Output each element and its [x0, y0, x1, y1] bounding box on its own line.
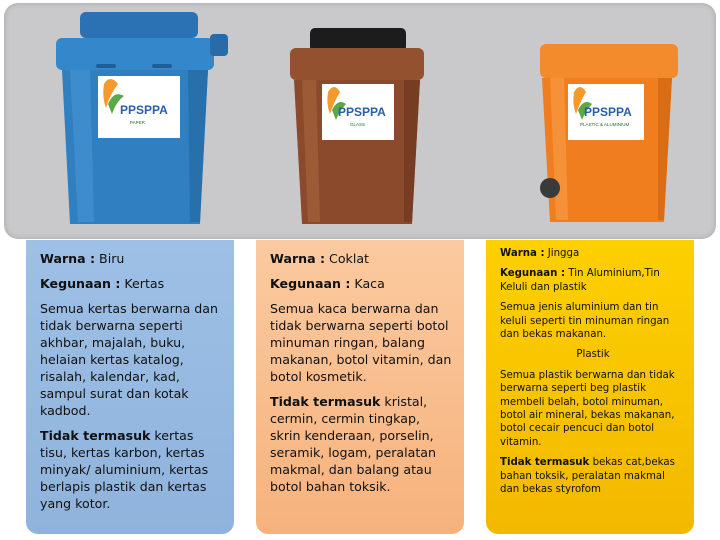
exclusions: Tidak termasuk kertas tisu, kertas karbon, kertas minyak/ aluminium, kertas berlapis plastik dan kertas yang kotor.: [40, 428, 209, 511]
warna-line: Warna : Coklat: [270, 251, 369, 266]
bin-sub-label: PLASTIC & ALUMINIUM: [580, 122, 630, 127]
bin-brand-label: PPSPPA: [584, 105, 632, 119]
warna-line: Warna : Biru: [40, 251, 125, 266]
description-plastic: Semua plastik berwarna dan tidak berwarna seperti beg plastik membeli belah, botol minuman, botol air mineral, bekas makanan, botol cecair pencuci dan botol vitamin.: [500, 369, 675, 448]
plastic-aluminium-info-card: [486, 240, 694, 534]
kegunaan-line: Kegunaan : Tin Aluminium,Tin Keluli dan plastik: [500, 268, 660, 293]
kegunaan-line: Kegunaan : Kaca: [270, 276, 385, 291]
glass-info-card: [256, 240, 464, 534]
bin-sub-label: PAPER: [130, 120, 145, 125]
kegunaan-line: Kegunaan : Kertas: [40, 276, 165, 291]
description-aluminium: Semua jenis aluminium dan tin keluli seperti tin minuman ringan dan bekas makanan.: [500, 302, 670, 341]
brown-recycling-bin: [280, 18, 450, 240]
bin-brand-label: PPSPPA: [120, 103, 168, 117]
plastik-heading: Plastik: [576, 349, 610, 361]
exclusions: Tidak termasuk bekas cat,bekas bahan toksik, peralatan makmal dan bekas styrofom: [500, 457, 675, 496]
description: Semua kertas berwarna dan tidak berwarna seperti akhbar, majalah, buku, helaian kertas katalog, risalah, kalendar, kad, sampul surat dan kotak kadbod.: [40, 301, 218, 418]
description: Semua kaca berwarna dan tidak berwarna seperti botol minuman ringan, balang makanan, botol vitamin, dan botol kosmetik.: [270, 301, 452, 384]
orange-recycling-bin: [520, 18, 700, 240]
bin-brand-label: PPSPPA: [338, 105, 386, 119]
bin-sub-label: GLASS: [350, 122, 366, 127]
exclusions: Tidak termasuk kristal, cermin, cermin tingkap, skrin kenderaan, porselin, seramik, logam, peralatan makmal, dan balang atau botol bahan toksik.: [270, 394, 436, 494]
blue-recycling-bin: [50, 4, 240, 240]
paper-info-card: [26, 240, 234, 534]
warna-line: Warna : Jingga: [500, 248, 580, 259]
